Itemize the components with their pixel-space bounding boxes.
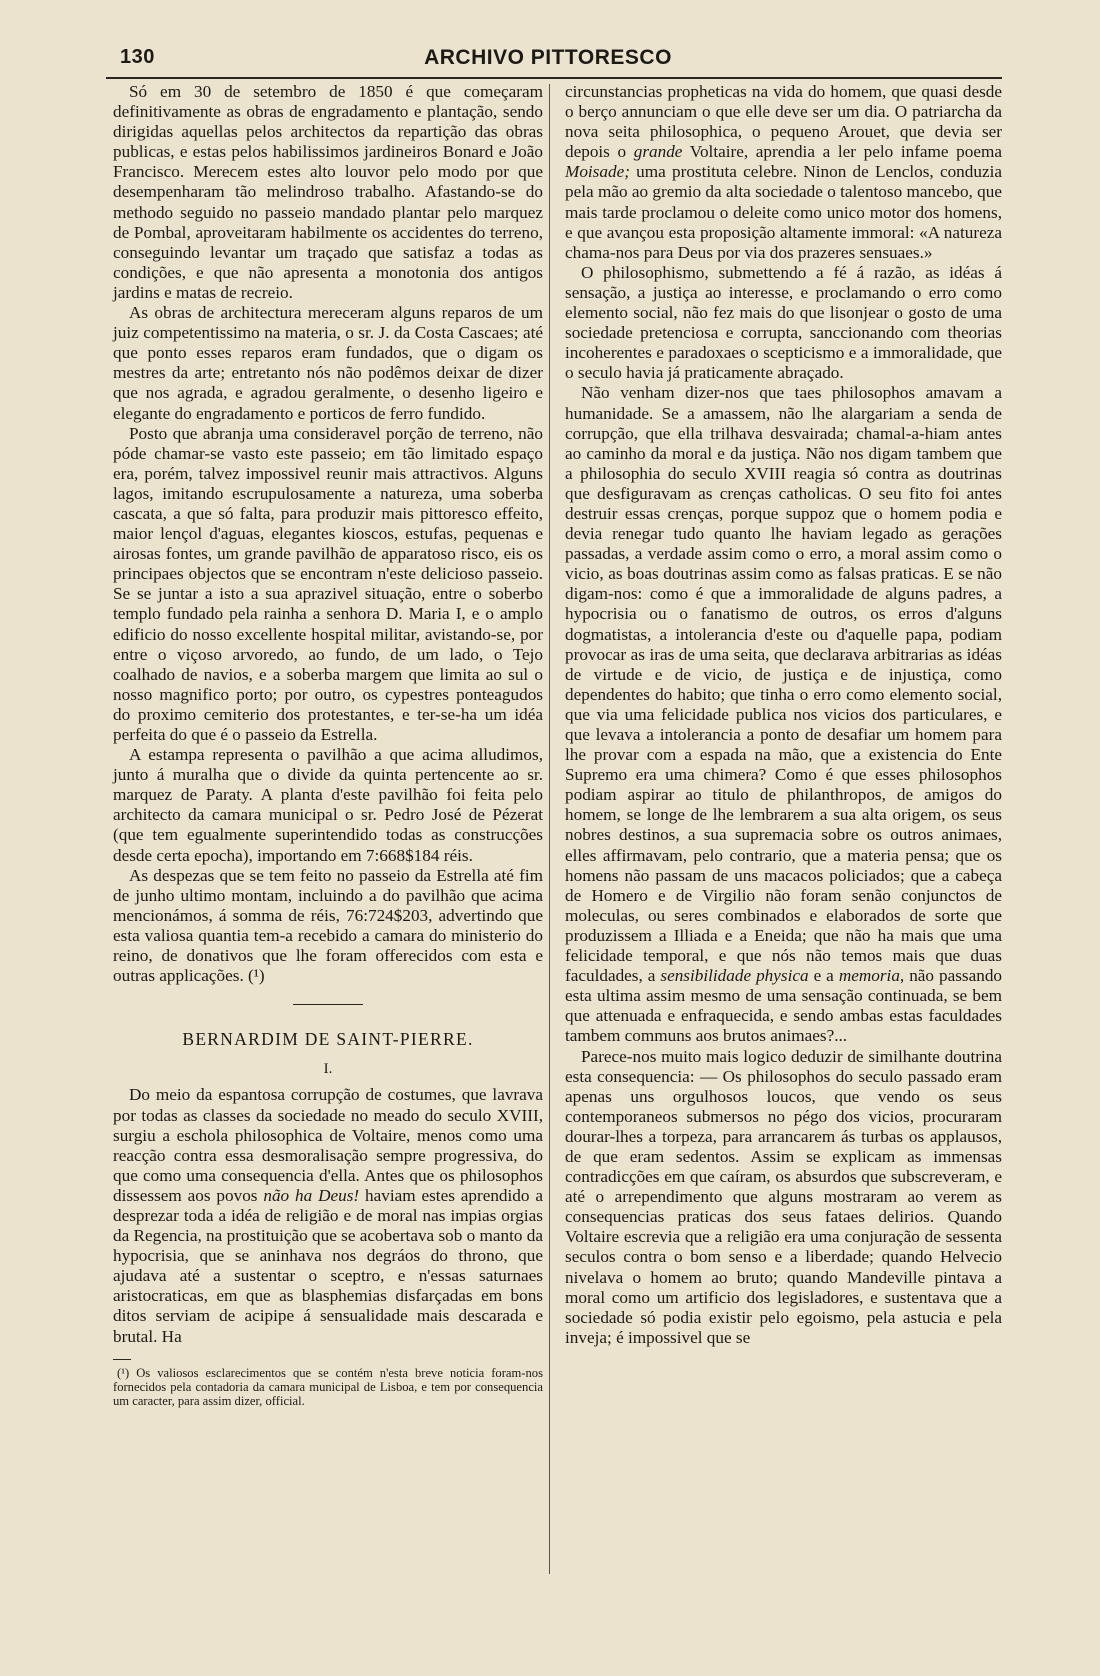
italic-text: grande xyxy=(633,142,683,162)
right-column xyxy=(565,82,1002,1348)
header-rule xyxy=(106,77,1002,79)
page-number: 130 xyxy=(120,46,155,68)
left-column xyxy=(113,82,543,1408)
page-header xyxy=(92,44,1004,74)
text-run: haviam estes aprendido a desprezar toda a idéa de religião e de moral nas impias orgias da Regencia, na prostituição que se acobertava sob o manto da hypocrisia, que se aninhava nos degráos do throno, que ajudava até a sustentar o sceptro, e n'essas saturnaes aristocraticas, em que as blasphemias disfarçadas em bons ditos serviam de acipipe á sensualidade mais descarada e brutal. Ha xyxy=(113,1185,544,1346)
paragraph: Posto que abranja uma consideravel porção de terreno, não póde chamar-se vasto este passeio; em tão limitado espaço era, porém, talvez impossivel reunir mais attractivos. Alguns lagos, imitando escrupulosamente a natureza, uma soberba cascata, a que só falta, para produzir mais pittoresco effeito, maior lençol d'aguas, elegantes kioscos, estufas, pequenas e airosas fontes, um grande pavilhão de apparatoso risco, eis os principaes objectos que se encontram n'este delicioso passeio. Se se juntar a isto a sua aprazivel situação, entre o soberbo templo fundado pela rainha a senhora D. Maria I, e o amplo edificio do nosso excellente hospital militar, avistando-se, por entre o viçoso arvoredo, ao fundo, de um lado, o Tejo coalhado de navios, e a soberba margem que limita ao sul o nosso magnifico porto; por outro, os cypestres ponteagudos do proximo cemiterio dos protestantes, e ter-se-ha um idéa perfeita do que é o passeio da Estrella. xyxy=(113,423,543,744)
italic-text: memoria, xyxy=(838,966,905,986)
paragraph xyxy=(565,82,1002,263)
italic-text: não ha Deus! xyxy=(263,1185,360,1205)
paragraph: Só em 30 de setembro de 1850 é que começaram definitivamente as obras de engradamento e plantação, sendo dirigidas aquellas pelos architectos da repartição das obras publicas, e estas pelos habilissimos jardineiros Bonard e João Francisco. Merecem estes alto louvor pelo modo por que desempenharam tão melindroso trabalho. Afastando-se do methodo seguido no passeio mandado plantar pelo marquez de Pombal, aproveitaram habilmente os accidentes do terreno, conseguindo levantar um traçado que satisfaz a todas as condições, e que não apresenta a monotonia dos antigos jardins e matas de recreio. xyxy=(113,82,543,302)
text-run: uma prostituta celebre. Ninon de Lenclos, conduzia pela mão ao gremio da alta sociedade o talentoso mancebo, que mais tarde proclamou o deleite como unico motor dos homens, e que avançou esta proposição altamente immoral: «A natureza chama-nos para Deus por via dos prazeres sensuaes.» xyxy=(565,162,1002,262)
text-run: não passando esta ultima assim mesmo de uma sensação continuada, se bem que attenuada e enfraquecida, e sendo ambas estas faculdades tambem communs aos brutos animaes?... xyxy=(565,966,1003,1046)
section-title: BERNARDIM DE SAINT-PIERRE. xyxy=(182,1029,474,1050)
text-run: Do meio da espantosa corrupção de costumes, que lavrava por todas as classes da sociedade no meado do seculo XVIII, surgiu a eschola philosophica de Voltaire, menos como uma reacção contra essa desmoralisação sempre progressiva, do que como uma consequencia d'ella. Antes que os philosophos dissessem aos povos xyxy=(113,1085,543,1205)
section-number: I. xyxy=(323,1061,333,1078)
paragraph: A estampa representa o pavilhão a que acima alludimos, junto á muralha que o divide da quinta pertencente ao sr. marquez de Paraty. A planta d'este pavilhão foi feita pelo architecto da camara municipal o sr. Pedro José de Pézerat (que tem egualmente superintendido todas as construcções desde certa epocha), importando em 7:668$184 réis. xyxy=(113,745,543,865)
paragraph: Parece-nos muito mais logico deduzir de similhante doutrina esta consequencia: — Os philosophos do seculo passado eram apenas uns orgulhosos loucos, que vendo os seus contemporaneos submersos no pégo dos vicios, procuraram dourar-lhes a torpeza, para arrancarem ás turbas os applausos, de que eram sedentos. Assim se explicam as immensas contradicções em que caíram, os absurdos que subscreveram, e até o arrependimento que alguns mostraram ao verem as consequencias praticas dos seus fataes delirios. Quando Voltaire escrevia que a religião era uma conjuração de sessenta seculos contra o bom senso e a liberdade; quando Helvecio nivelava o homem ao bruto; quando Mandeville pintava a moral como um artificio dos legisladores, e sustentava que a sociedade só podia existir pelo egoismo, pela astucia e pela inveja; é impossivel que se xyxy=(565,1046,1002,1347)
italic-text: sensibilidade physica xyxy=(660,966,809,986)
text-run: Não venham dizer-nos que taes philosophos amavam a humanidade. Se a amassem, não lhe alargariam a senda de corrupção, que ella trilhava desvairada; chamal-a-hiam antes ao caminho da moral e da justiça. Não nos digam tambem que a philosophia do seculo XVIII reagia só contra as doutrinas que desfiguravam as crenças catholicas. O seu fito foi antes destruir essas crenças, porque suppoz que o homem podia e devia renegar tudo quanto lhe haviam legado as gerações passadas, a verdade assim como o erro, a moral assim como o vicio, as boas doutrinas assim como as falsas praticas. E se não digam-nos: como é que a immoralidade de alguns padres, a hypocrisia ou o fanatismo de outros, os erros d'alguns dogmatistas, a intolerancia d'este ou d'aquelle papa, podiam provocar as iras de uma seita, que declarava arbitrarias as idéas de virtude e de vicio, de justiça e de injustiça, como dependentes do habito; que tinha o erro como elemento social, que via uma felicidade publica nos vicios dos particulares, e que levava a intolerancia a ponto de desafiar um homem para lhe provar com a espada na mão, que a existencia do Ente Supremo era uma chimera? Como é que esses philosophos podiam aspirar ao titulo de philanthropos, de amigos do homem, se longe de lhe lembrarem a sua alta origem, os seus nobres destinos, a sua supremacia sobre os outros animaes, elles affirmavam, pelo contrario, que a materia pensa; que os homens não passam de uns macacos policiados; que a cabeça de Homero e de Virgilio não foram senão conjunctos de moleculas, ou seres combinados e elaborados de sorte que produzissem a Illiada e a Eneida; que não ha mais que uma felicidade temporal, e que nós não temos mais que duas faculdades, a xyxy=(565,383,1002,986)
text-run: circunstancias propheticas na vida do homem, que quasi desde o berço annunciam o que elle deve ser um dia. O patriarcha da nova seita philosophica, o pequeno Arouet, que devia ser depois o xyxy=(565,82,1002,162)
section-divider xyxy=(293,1004,363,1005)
section-paragraph xyxy=(113,1085,543,1346)
text-run: Voltaire, aprendia a ler pelo infame poema xyxy=(682,142,1002,162)
column-divider xyxy=(549,84,550,1574)
paragraph xyxy=(565,383,1002,1046)
running-title: ARCHIVO PITTORESCO xyxy=(424,46,672,69)
footnote-rule xyxy=(113,1359,131,1360)
footnote: (¹) Os valiosos esclarecimentos que se contém n'esta breve noticia foram-nos fornecidos pela contadoria da camara municipal de Lisboa, e tem por consequencia um caracter, para assim dizer, official. xyxy=(113,1365,543,1409)
paragraph: O philosophismo, submettendo a fé á razão, as idéas á sensação, a justiça ao interesse, e proclamando o erro como elemento social, não fez mais do que lisonjear o gosto de uma sociedade pretenciosa e corrupta, sanccionando com theorias incoherentes e paradoxaes o scepticismo e a immoralidade, que o seculo havia já praticamente abraçado. xyxy=(565,262,1002,383)
text-run: e a xyxy=(808,966,839,986)
paragraph: As despezas que se tem feito no passeio da Estrella até fim de junho ultimo montam, incluindo a do pavilhão que acima mencionámos, á somma de réis, 76:724$203, advertindo que esta valiosa quantia tem-a recebido a camara do ministerio do reino, de donativos que lhe foram offerecidos com esta e outras applicações. (¹) xyxy=(113,865,543,986)
italic-text: Moisade; xyxy=(565,162,630,182)
paragraph: As obras de architectura mereceram alguns reparos de um juiz competentissimo na materia, o sr. J. da Costa Cascaes; até que ponto esses reparos eram fundados, que o digam os mestres da arte; entretanto nós não podêmos deixar de dizer que nos agrada, e agradou geralmente, o desenho ligeiro e elegante do engradamento e porticos de ferro fundido. xyxy=(113,303,543,423)
